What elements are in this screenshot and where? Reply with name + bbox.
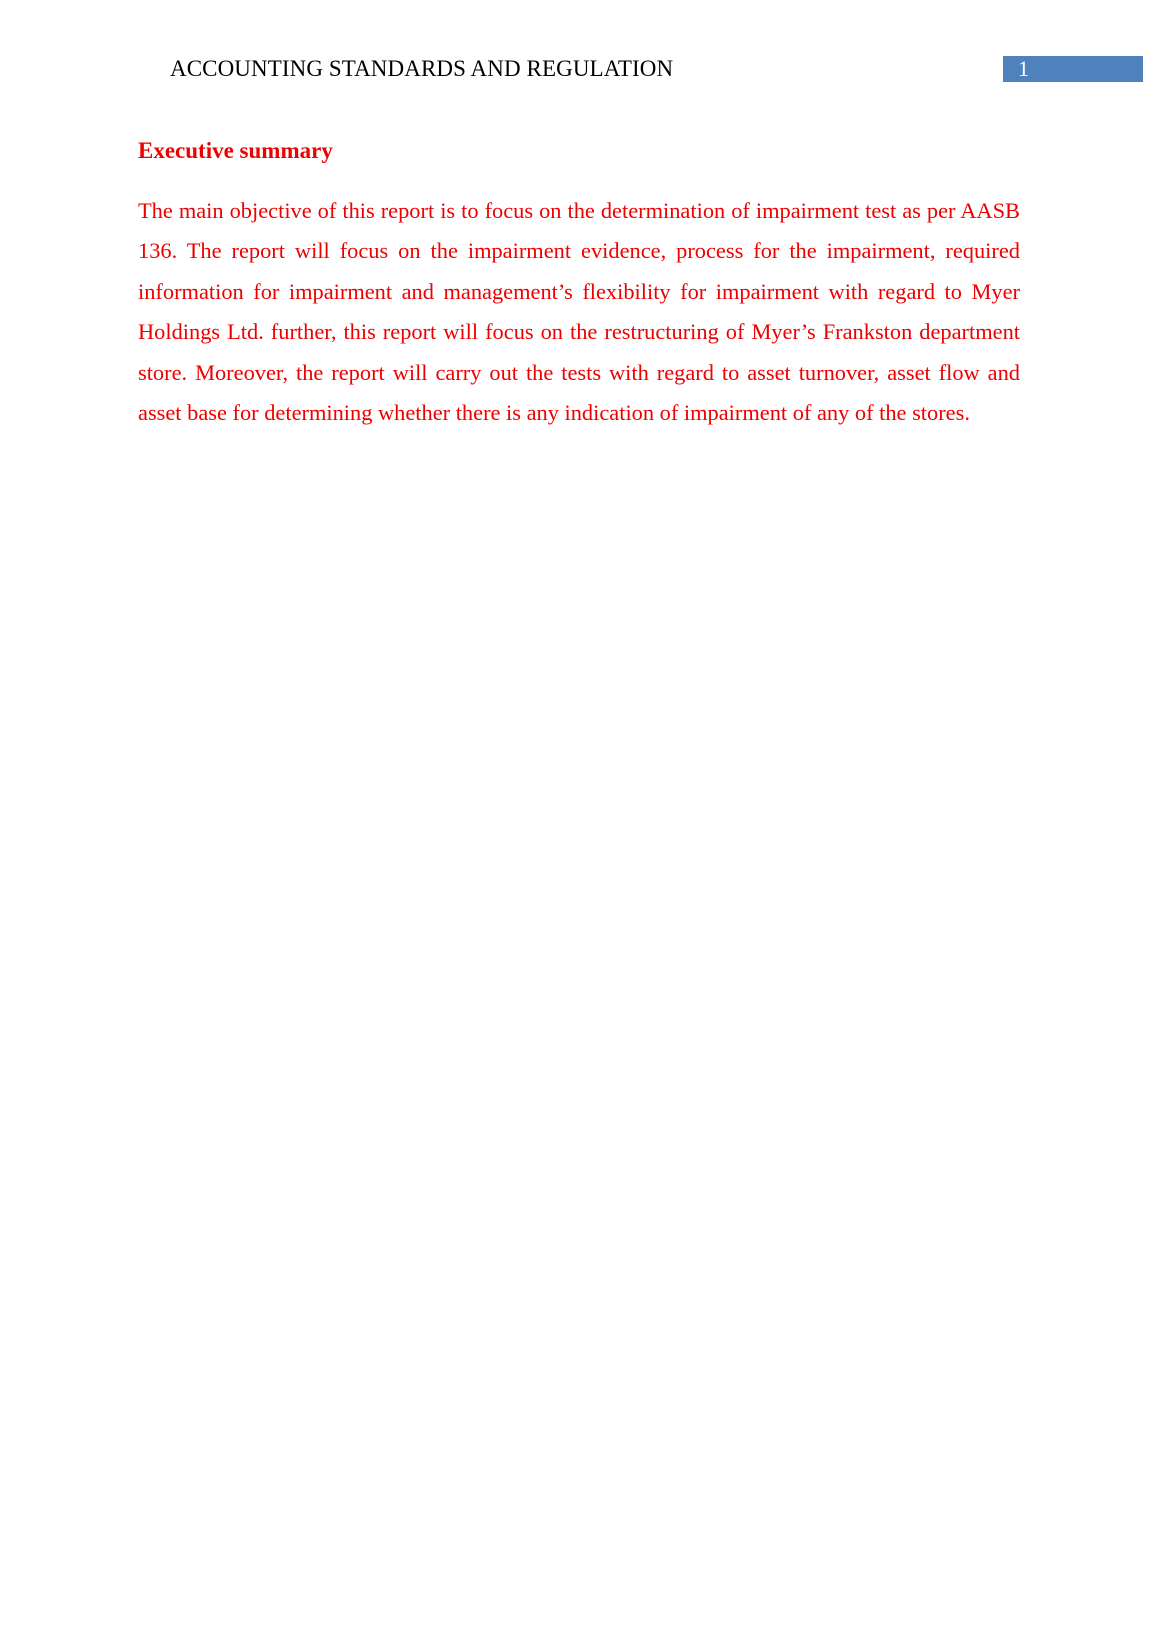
page-number-badge (1003, 56, 1143, 82)
section-heading: Executive summary (138, 138, 333, 163)
body-paragraph: The main objective of this report is to focus on the determination of impairment test as per AASB 136. The report will focus on the impairment evidence, process for the impairment, required information for impairment and management’s flexibility for impairment with regard to Myer Holdings Ltd. further, this report will focus on the restructuring of Myer’s Frankston department store. Moreover, the report will carry out the tests with regard to asset turnover, asset flow and asset base for determining whether there is any indication of impairment of any of the stores. (138, 198, 1020, 426)
running-head-title: ACCOUNTING STANDARDS AND REGULATION (170, 56, 674, 81)
page-number: 1 (1018, 56, 1029, 81)
